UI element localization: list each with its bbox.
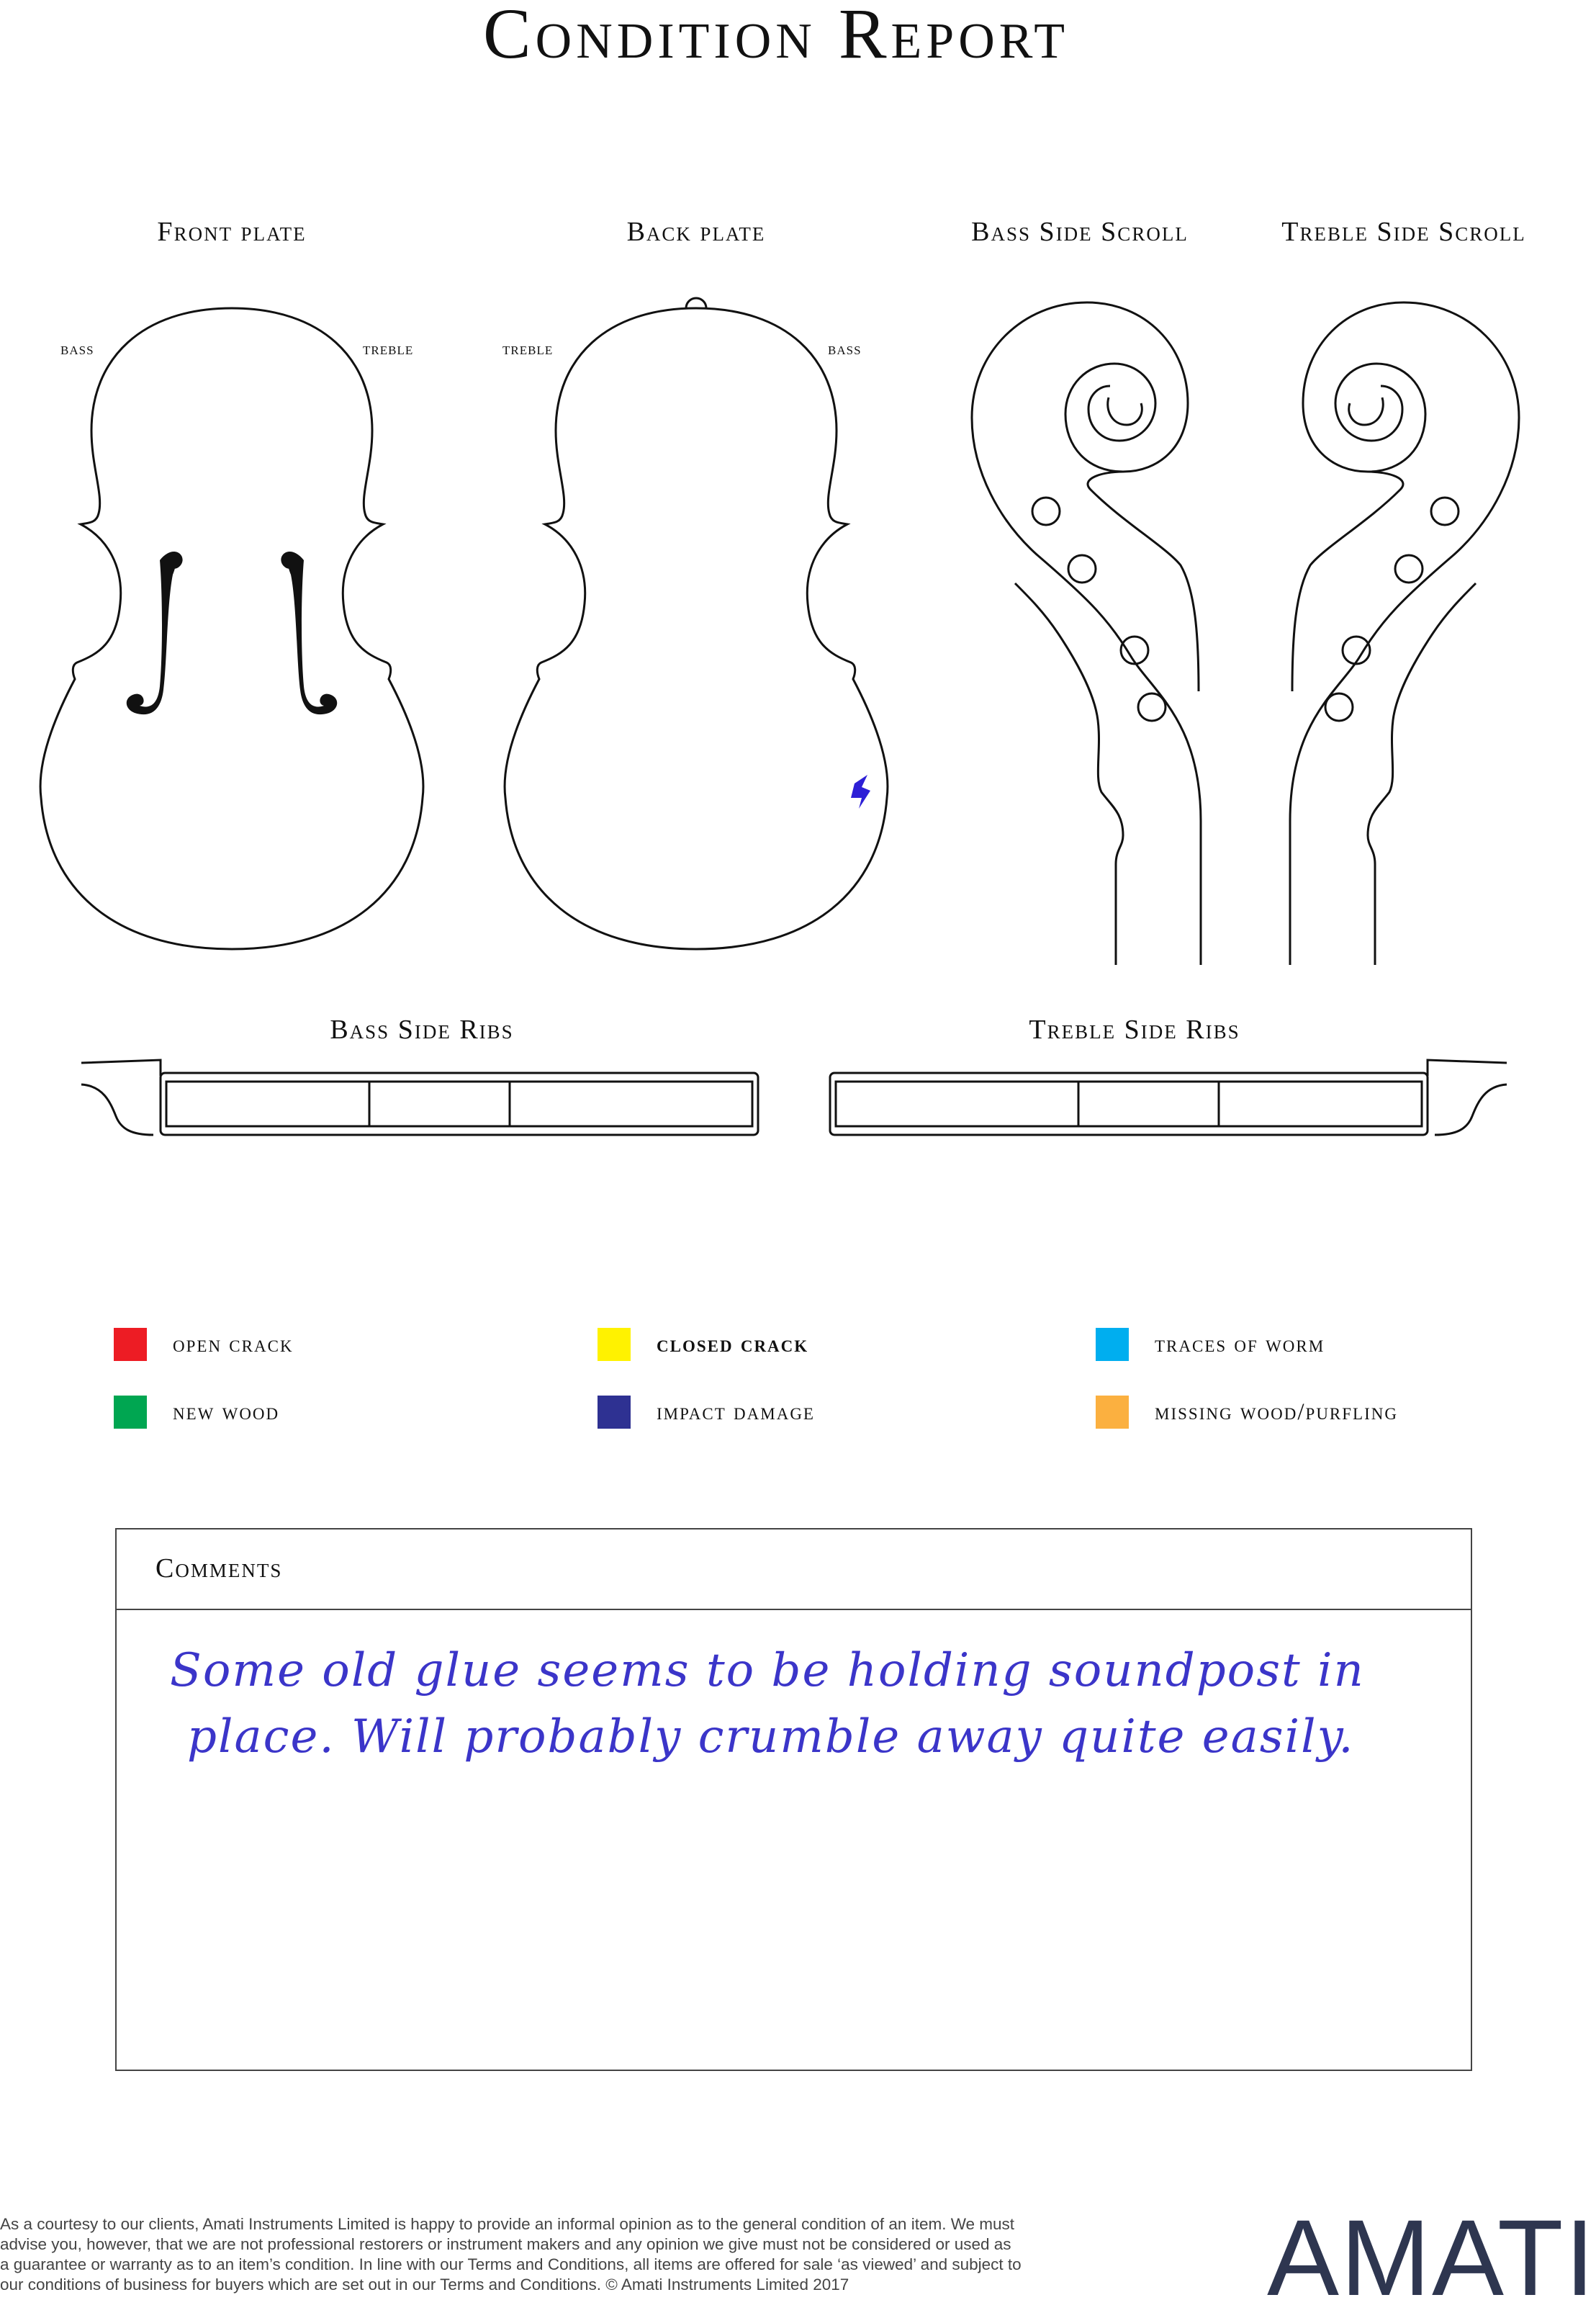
front-plate-drawing <box>40 308 423 949</box>
disclaimer <box>0 2214 1145 2295</box>
amati-logo: AMATI <box>1267 2197 1596 2318</box>
treble-side-scroll-label: Treble Side Scroll <box>1281 217 1526 247</box>
treble-side-ribs-label: Treble Side Ribs <box>1029 1015 1240 1045</box>
bass-side-ribs-label: Bass Side Ribs <box>330 1015 514 1045</box>
legend-item-open-crack <box>114 1326 294 1362</box>
new-wood-swatch <box>114 1396 147 1429</box>
legend-item-traces-of-worm <box>1096 1326 1325 1362</box>
traces-of-worm-swatch <box>1096 1328 1129 1361</box>
bass-side-scroll-drawing <box>972 302 1201 965</box>
disclaimer-line: a guarantee or warranty as to an item’s condition. In line with our Terms and Conditions, all items are offered for sale ‘as viewed’ and subject to <box>0 2255 1022 2273</box>
legend-label: closed crack <box>657 1331 809 1357</box>
legend-label: traces of worm <box>1155 1331 1325 1357</box>
closed-crack-swatch <box>598 1328 631 1361</box>
comments-header <box>117 1529 1471 1610</box>
legend-item-closed-crack <box>598 1326 808 1362</box>
bass-side-scroll-label: Bass Side Scroll <box>971 217 1189 247</box>
comments-box <box>115 1528 1472 2071</box>
front-plate-label: Front plate <box>157 217 307 247</box>
back-plate-label: Back plate <box>626 217 766 247</box>
missing-wood-purfling-swatch <box>1096 1396 1129 1429</box>
legend-item-new-wood <box>114 1394 279 1430</box>
treble-side-ribs-drawing <box>830 1060 1507 1135</box>
treble-side-scroll-drawing <box>1290 302 1519 965</box>
page-title: Condition Report <box>482 0 1070 73</box>
disclaimer-line: our conditions of business for buyers which are set out in our Terms and Conditions. © Amati Instruments Limited 2017 <box>0 2276 849 2294</box>
comments-title: Comments <box>155 1553 283 1583</box>
back-plate-treble-label: treble <box>502 340 554 359</box>
comment-line-1: Some old glue seems to be holding soundpost in <box>170 1644 1365 1697</box>
legend-label: impact damage <box>657 1398 815 1425</box>
impact-damage-mark <box>851 775 870 809</box>
legend-label: missing wood/purfling <box>1155 1398 1398 1425</box>
bass-side-ribs-drawing <box>81 1060 758 1135</box>
front-plate-bass-label: bass <box>60 340 94 359</box>
disclaimer-line: As a courtesy to our clients, Amati Instruments Limited is happy to provide an informal opinion as to the general condition of an item. We must <box>0 2215 1015 2233</box>
open-crack-swatch <box>114 1328 147 1361</box>
front-plate-treble-label: treble <box>363 340 414 359</box>
legend-item-impact-damage <box>598 1394 815 1430</box>
comment-line-2: place. Will probably crumble away quite easily. <box>187 1710 1355 1764</box>
disclaimer-line: advise you, however, that we are not professional restorers or instrument makers and any opinion we give must not be considered or used as <box>0 2235 1011 2253</box>
legend-label: open crack <box>173 1331 294 1357</box>
back-plate-drawing <box>505 298 888 949</box>
back-plate-bass-label: bass <box>828 340 862 359</box>
legend-item-missing-wood-purfling <box>1096 1394 1398 1430</box>
legend-label: new wood <box>173 1398 280 1425</box>
impact-damage-swatch <box>598 1396 631 1429</box>
